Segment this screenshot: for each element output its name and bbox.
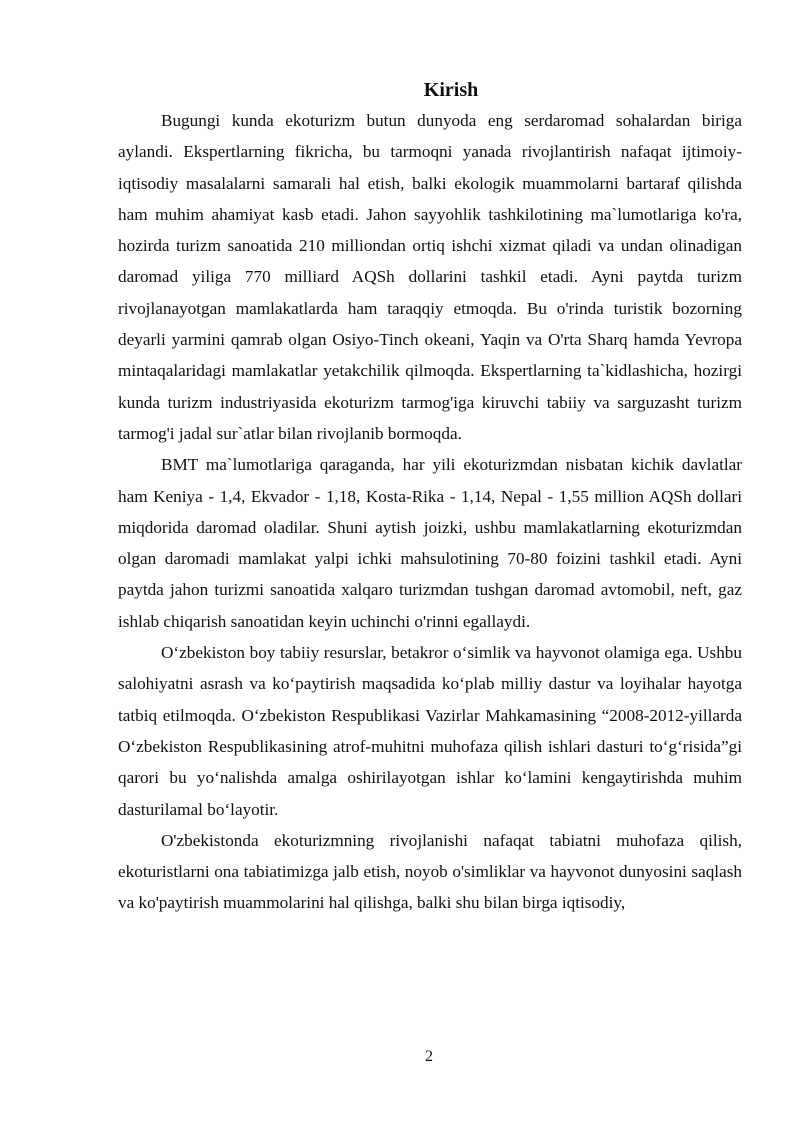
page-title: Kirish — [423, 79, 479, 101]
document-body — [118, 76, 742, 919]
paragraph-3: O‘zbekiston boy tabiiy resurslar, betakror o‘simlik va hayvonot olamiga ega. Ushbu salohiyatni asrash va ko‘paytirish maqsadida ko‘plab milliy dastur va loyihalar hayotga tatbiq etilmoqda. O‘zbekiston Respublikasi Vazirlar Mahkamasining “2008-2012-yillarda O‘zbekiston Respublikasining atrof-muhitni muhofaza qilish ishlari dasturi to‘g‘risida”gi qarori bu yo‘nalishda amalga oshirilayotgan ishlar ko‘lamini kengaytirishda muhim dasturilamal bo‘layotir. — [118, 643, 742, 819]
page-number: 2 — [425, 1048, 433, 1065]
paragraph-4: O'zbekistonda ekoturizmning rivojlanishi nafaqat tabiatni muhofaza qilish, ekoturistlarni ona tabiatimizga jalb etish, noyob o'simliklar va hayvonot dunyosini saqlash va ko'paytirish muammolarini hal qilishga, balki shu bilan birga iqtisodiy, — [118, 830, 742, 913]
paragraph-2: BMT ma`lumotlariga qaraganda, har yili ekoturizmdan nisbatan kichik davlatlar ham Keniya - 1,4, Ekvador - 1,18, Kosta-Rika - 1,14, Nepal - 1,55 million AQSh dollari miqdorida daromad oladilar. Shuni aytish joizki, ushbu mamlakatlarning ekoturizmdan olgan daromadi mamlakat yalpi ichki mahsulotining 70-80 foizini tashkil etadi. Ayni paytda jahon turizmi sanoatida xalqaro turizmdan tushgan daromad avtomobil, neft, gaz ishlab chiqarish sanoatidan keyin uchinchi o'rinni egallaydi. — [118, 455, 742, 631]
paragraph-1: Bugungi kunda ekoturizm butun dunyoda eng serdaromad sohalardan biriga aylandi. Ekspertlarning fikricha, bu tarmoqni yanada rivojlantirish nafaqat ijtimoiy-iqtisodiy masalalarni samarali hal etish, balki ekologik muammolarni bartaraf qilishda ham muhim ahamiyat kasb etadi. Jahon sayyohlik tashkilotining ma`lumotlariga ko'ra, hozirda turizm sanoatida 210 milliondan ortiq ishchi xizmat qiladi va undan olinadigan daromad yiliga 770 milliard AQSh dollarini tashkil etadi. Ayni paytda turizm rivojlanayotgan mamlakatlarda ham taraqqiy etmoqda. Bu o'rinda turistik bozorning deyarli yarmini qamrab olgan Osiyo-Tinch okeani, Yaqin va O'rta Sharq hamda Yevropa mintaqalaridagi mamlakatlar yetakchilik qilmoqda. Ekspertlarning ta`kidlashicha, hozirgi kunda turizm industriyasida ekoturizm tarmog'iga kiruvchi tabiiy va sarguzasht turizm tarmog'i jadal sur`atlar bilan rivojlanib bormoqda. — [118, 111, 742, 443]
